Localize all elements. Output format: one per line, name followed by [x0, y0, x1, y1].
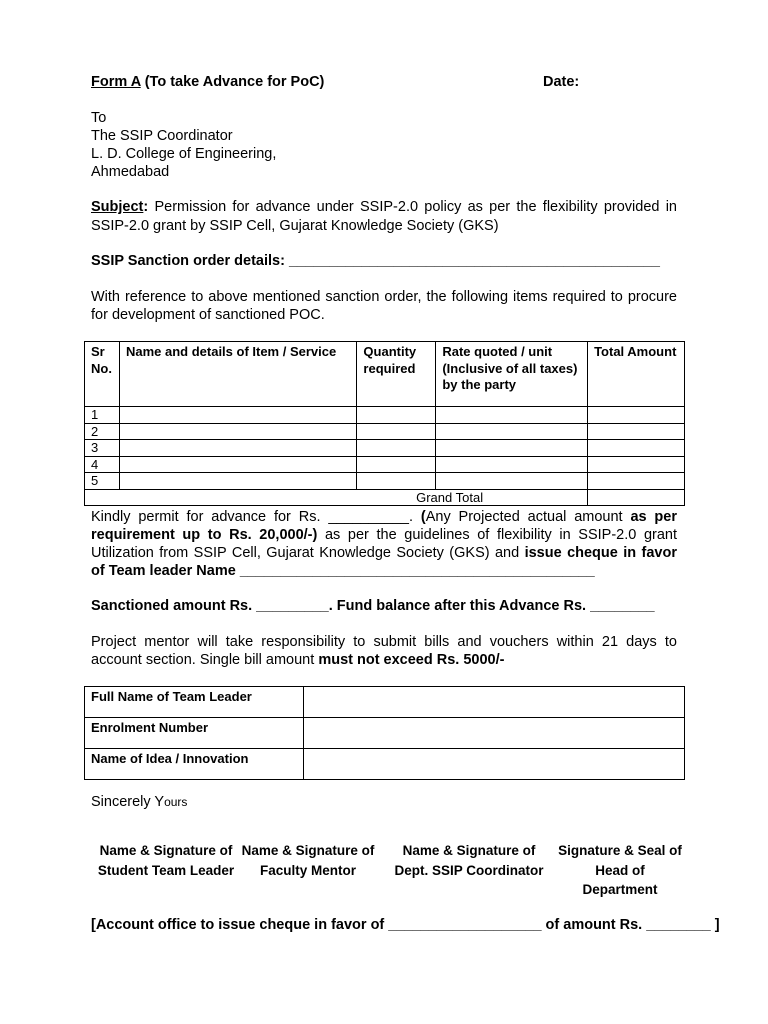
row-rate-cell[interactable]	[436, 423, 588, 440]
items-table-header	[85, 342, 685, 407]
row-qty-cell[interactable]	[357, 473, 436, 490]
team-leader-label: Full Name of Team Leader	[85, 687, 304, 718]
row-total-cell[interactable]	[588, 440, 685, 457]
header-quantity: Quantity required	[357, 342, 436, 407]
subject-paragraph: Subject: Permission for advance under SSIP-2.0 policy as per the flexibility provided in SSIP-2.0 grant by SSIP Cell, Gujarat Knowledge Society (GKS)	[91, 199, 677, 234]
row-item-cell[interactable]	[119, 473, 356, 490]
idea-field[interactable]	[303, 749, 684, 780]
address-line3: Ahmedabad	[91, 164, 170, 180]
reference-paragraph: With reference to above mentioned sanction order, the following items required to procure for development of sanctioned POC.	[91, 289, 677, 323]
row-rate-cell[interactable]	[436, 407, 588, 424]
row-item-cell[interactable]	[119, 440, 356, 457]
row-total-cell[interactable]	[588, 473, 685, 490]
permit-paren: (	[420, 509, 426, 525]
row-item-cell[interactable]	[119, 407, 356, 424]
mentor-limit: must not exceed Rs. 5000/-	[318, 652, 505, 668]
row-qty-cell[interactable]	[357, 423, 436, 440]
row-rate-cell[interactable]	[436, 473, 588, 490]
table-row	[85, 440, 685, 457]
row-rate-cell[interactable]	[436, 440, 588, 457]
address-line1: The SSIP Coordinator	[91, 128, 233, 144]
mentor-text: Project mentor will take responsibility to submit bills and vouchers within 21 days to account section. Single bill amount	[91, 634, 677, 668]
table-row	[85, 687, 685, 718]
header-sr-no: Sr No.	[85, 342, 120, 407]
row-sr-no: 2	[85, 423, 120, 440]
sanctioned-amount-line: Sanctioned amount Rs. _________. Fund balance after this Advance Rs. ________	[91, 598, 655, 614]
address-line2: L. D. College of Engineering,	[91, 146, 277, 162]
permit-text-1: Kindly permit for advance for Rs. __________.	[91, 509, 421, 525]
row-total-cell[interactable]	[588, 407, 685, 424]
header-item-name: Name and details of Item / Service	[119, 342, 356, 407]
enrolment-label: Enrolment Number	[85, 718, 304, 749]
grand-total-label: Grand Total	[85, 489, 588, 506]
row-qty-cell[interactable]	[357, 407, 436, 424]
date-label: Date:	[543, 74, 580, 90]
idea-label: Name of Idea / Innovation	[85, 749, 304, 780]
address-to: To	[91, 110, 107, 126]
row-sr-no: 5	[85, 473, 120, 490]
enrolment-field[interactable]	[303, 718, 684, 749]
table-row	[85, 456, 685, 473]
permit-text-3: as per the guidelines of flexibility in SSIP-2.0 grant Utilization from SSIP Cell, Gujarat Knowledge Society (GKS) and	[91, 527, 677, 561]
table-row	[85, 423, 685, 440]
account-office-note: [Account office to issue cheque in favor of ___________________ of amount Rs. ________ ]	[91, 917, 720, 933]
form-label: Form A	[91, 74, 141, 90]
subject-label: Subject	[91, 199, 144, 215]
header-total: Total Amount	[588, 342, 685, 407]
row-qty-cell[interactable]	[357, 440, 436, 457]
sanction-order-line: SSIP Sanction order details: ______________________________________________	[91, 253, 660, 269]
table-row	[85, 749, 685, 780]
subject-text: Permission for advance under SSIP-2.0 policy as per the flexibility provided in SSIP-2.0 grant by SSIP Cell, Gujarat Knowledge Society (GKS)	[91, 199, 677, 234]
row-qty-cell[interactable]	[357, 456, 436, 473]
row-sr-no: 4	[85, 456, 120, 473]
signature-hod: Signature & Seal of Head of Department	[558, 843, 682, 897]
table-row	[85, 407, 685, 424]
signature-faculty: Name & Signature of Faculty Mentor	[241, 843, 375, 878]
closing-sincerely	[91, 794, 187, 810]
table-row	[85, 473, 685, 490]
address-block	[91, 109, 276, 181]
items-table	[84, 341, 685, 506]
mentor-paragraph	[91, 633, 677, 669]
team-leader-field[interactable]	[303, 687, 684, 718]
header-rate: Rate quoted / unit (Inclusive of all taxes) by the party	[436, 342, 588, 407]
row-total-cell[interactable]	[588, 456, 685, 473]
grand-total-row	[85, 489, 685, 506]
signature-coordinator: Name & Signature of Dept. SSIP Coordinator	[394, 843, 544, 878]
team-info-table	[84, 686, 685, 780]
closing-text-small: ours	[164, 795, 188, 809]
closing-text: Sincerely Y	[91, 794, 165, 810]
permit-paragraph	[91, 508, 677, 580]
form-purpose: (To take Advance for PoC)	[144, 74, 325, 90]
permit-text-2: Any Projected actual amount	[425, 509, 631, 525]
permit-limit: as per requirement up to Rs. 20,000/-)	[91, 509, 677, 543]
row-sr-no: 3	[85, 440, 120, 457]
signature-student: Name & Signature of Student Team Leader	[97, 843, 235, 878]
row-item-cell[interactable]	[119, 423, 356, 440]
table-row	[85, 718, 685, 749]
row-sr-no: 1	[85, 407, 120, 424]
row-total-cell[interactable]	[588, 423, 685, 440]
row-rate-cell[interactable]	[436, 456, 588, 473]
permit-cheque-line: issue cheque in favor of Team leader Name ____________________________________________	[91, 545, 677, 579]
grand-total-value[interactable]	[588, 489, 685, 506]
form-title	[91, 74, 324, 90]
row-item-cell[interactable]	[119, 456, 356, 473]
